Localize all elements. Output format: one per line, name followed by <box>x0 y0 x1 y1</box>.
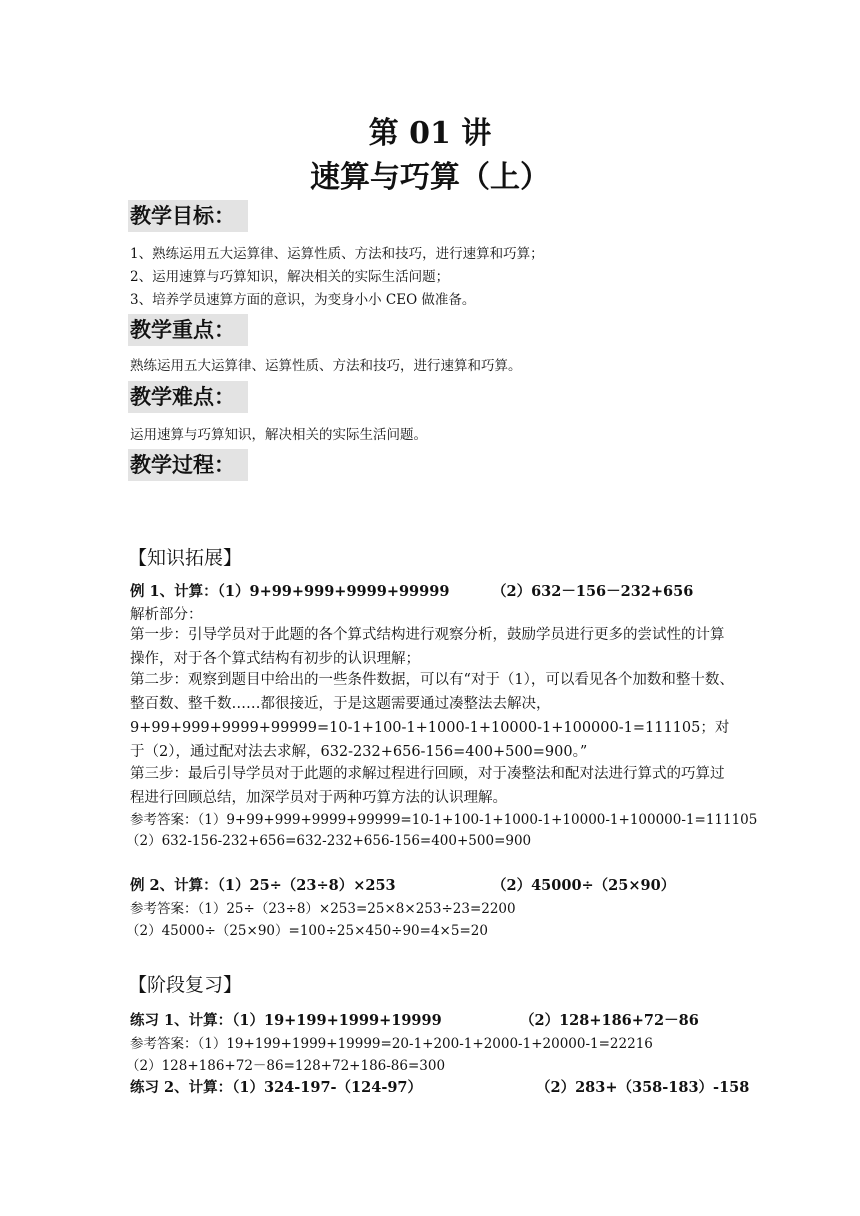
practice-2-question-1: 练习 2、计算：（1）324-197-（124-97） <box>130 1079 423 1096</box>
key-points-heading: 教学重点： <box>128 314 248 346</box>
practice-1-answer-1: 参考答案：（1）19+199+1999+19999=20-1+200-1+2000-1+20000-1=22216 <box>130 1036 653 1052</box>
example-1-answer-2: （2）632-156-232+656=632-232+656-156=400+500=900 <box>126 833 532 849</box>
analysis-step-1: 第一步：引导学员对于此题的各个算式结构进行观察分析，鼓励学员进行更多的尝试性的计算操作，对于各个算式结构有初步的认识理解； <box>130 627 725 667</box>
practice-1-question-1: 练习 1、计算：（1）19+199+1999+19999 <box>130 1012 442 1029</box>
example-2-question-2: （2）45000÷（25×90） <box>492 877 676 894</box>
review-heading: 【阶段复习】 <box>128 974 243 996</box>
example-1-answer-1: 参考答案：（1）9+99+999+9999+99999=10-1+100-1+1000-1+10000-1+100000-1=111105 <box>130 812 758 828</box>
example-1-question-2: （2）632－156－232+656 <box>492 583 694 600</box>
knowledge-heading: 【知识拓展】 <box>128 547 243 569</box>
objective-item: 3、培养学员速算方面的意识，为变身小小 CEO 做准备。 <box>130 292 476 308</box>
practice-1-question-2: （2）128+186+72－86 <box>520 1012 699 1029</box>
practice-2-question-2: （2）283+（358-183）-158 <box>536 1079 750 1096</box>
difficulties-text: 运用速算与巧算知识，解决相关的实际生活问题。 <box>130 427 427 443</box>
process-heading: 教学过程： <box>128 449 248 481</box>
difficulties-heading: 教学难点： <box>128 381 248 413</box>
analysis-step-3: 第三步：最后引导学员对于此题的求解过程进行回顾，对于凑整法和配对法进行算式的巧算过程进行回顾总结，加深学员对于两种巧算方法的认识理解。 <box>130 766 725 806</box>
lecture-title: 速算与巧算（上） <box>310 160 550 195</box>
objective-item: 1、熟练运用五大运算律、运算性质、方法和技巧，进行速算和巧算； <box>130 246 544 262</box>
lecture-number: 第 01 讲 <box>368 116 492 151</box>
practice-1-answer-2: （2）128+186+72－86=128+72+186-86=300 <box>126 1058 446 1074</box>
example-2-answer-1: 参考答案：（1）25÷（23÷8）×253=25×8×253÷23=2200 <box>130 901 516 917</box>
key-points-text: 熟练运用五大运算律、运算性质、方法和技巧，进行速算和巧算。 <box>130 358 522 374</box>
objectives-heading: 教学目标： <box>128 200 248 232</box>
objective-item: 2、运用速算与巧算知识，解决相关的实际生活问题； <box>130 269 450 285</box>
example-1-question-1: 例 1、计算：（1）9+99+999+9999+99999 <box>130 583 450 600</box>
example-2-answer-2: （2）45000÷（25×90）=100÷25×450÷90=4×5=20 <box>126 923 488 939</box>
analysis-step-2: 第二步：观察到题目中给出的一些条件数据，可以有“对于（1），可以看见各个加数和整十数、整百数、整千数……都很接近，于是这题需要通过凑整法去解决，9+99+999+9999+99999=10-1+100-1+1000-1+10000-1+100000-1=111105；对于（2），通过配对法去求解，632-232+656-156=400+500=900。” <box>130 672 734 760</box>
example-2-question-1: 例 2、计算：（1）25÷（23÷8）×253 <box>130 877 396 894</box>
analysis-label: 解析部分： <box>130 607 203 623</box>
